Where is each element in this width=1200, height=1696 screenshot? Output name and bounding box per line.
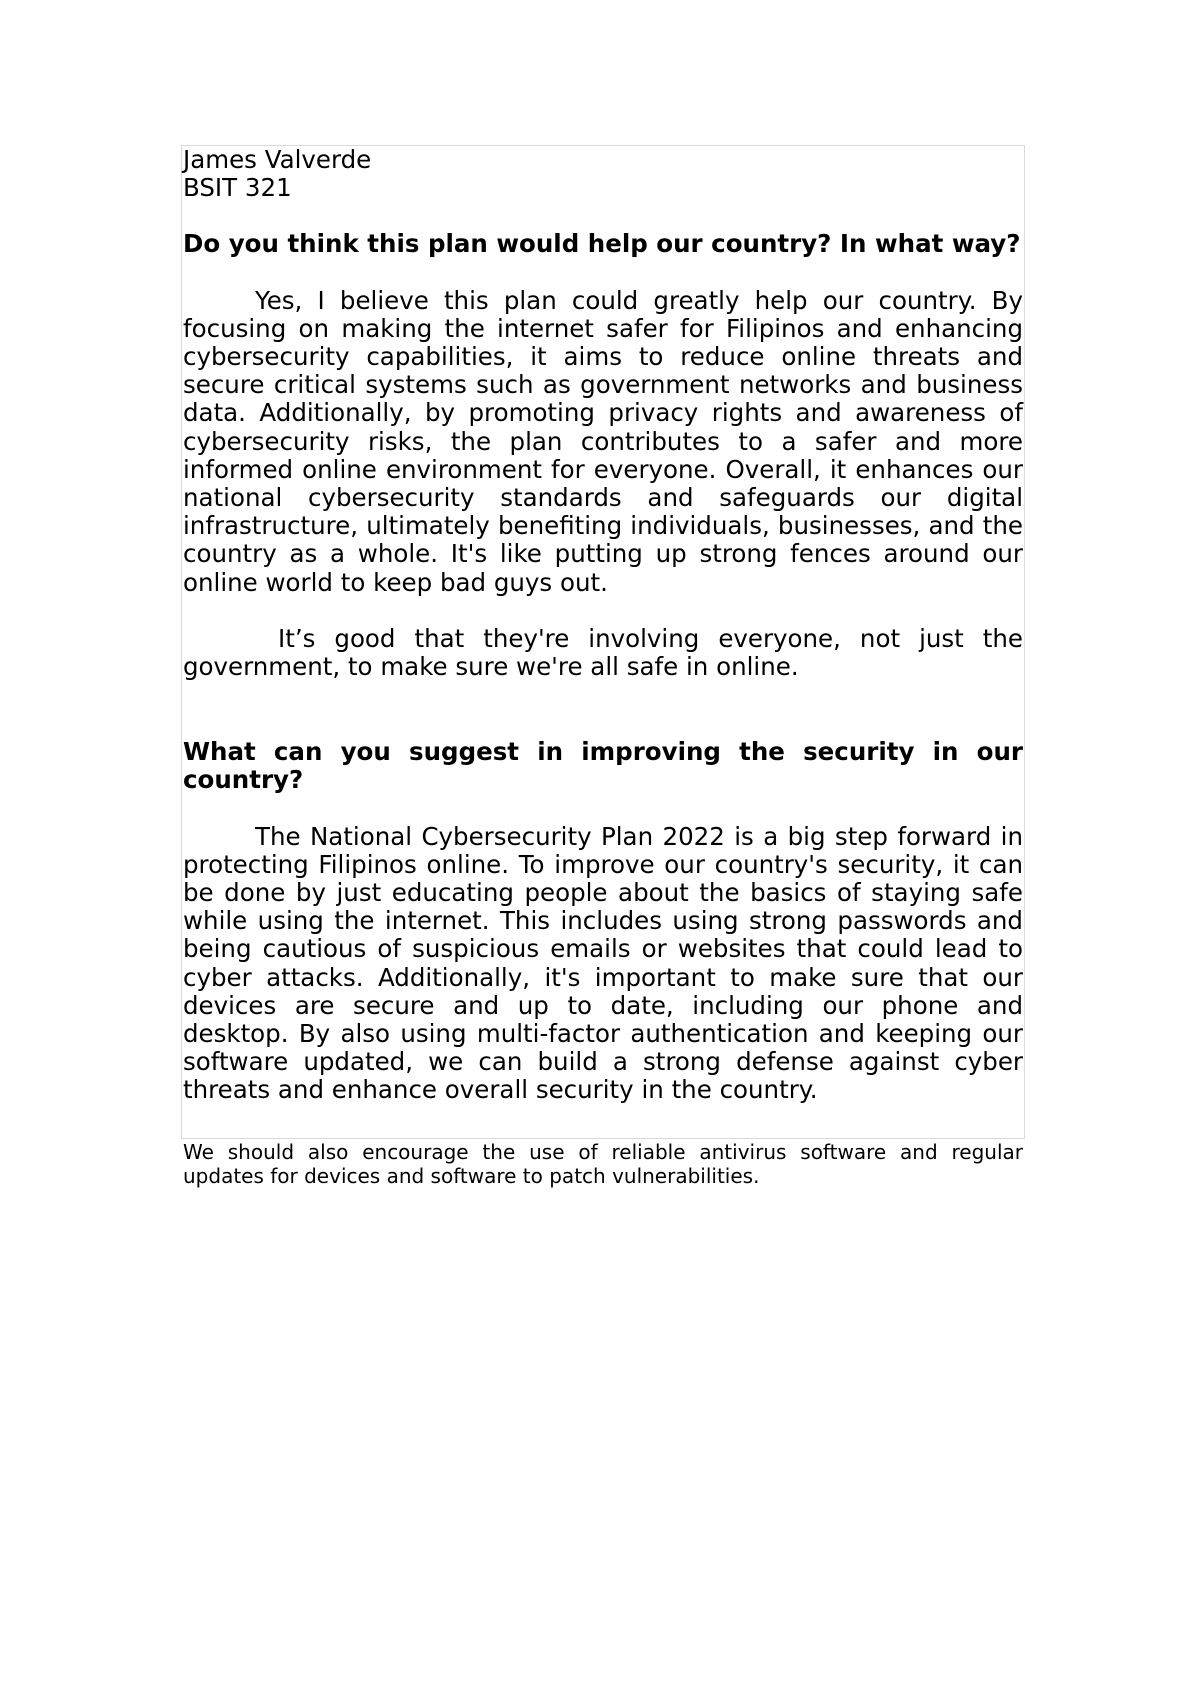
- author-name: James Valverde: [183, 145, 372, 174]
- footer-note: We should also encourage the use of reliable antivirus software and regular updates for devices and software to patch vulnerabilities.: [183, 1140, 1023, 1188]
- spacer: [183, 795, 1023, 823]
- spacer: [183, 681, 1023, 738]
- answer-1-paragraph-1: Yes, I believe this plan could greatly help our country. By focusing on making the internet safer for Filipinos and enhancing cybersecurity capabilities, it aims to reduce online threats and secure critical systems such as government networks and business data. Additionally, by promoting privacy rights and awareness of cybersecurity risks, the plan contributes to a safer and more informed online environment for everyone. Overall, it enhances our national cybersecurity standards and safeguards our digital infrastructure, ultimately benefiting individuals, businesses, and the country as a whole. It's like putting up strong fences around our online world to keep bad guys out.: [183, 285, 1023, 597]
- document-body: [183, 146, 1023, 1105]
- answer-1-paragraph-2: It’s good that they're involving everyone, not just the government, to make sure we're all safe in online.: [183, 623, 1023, 682]
- spacer: [183, 597, 1023, 625]
- answer-2-paragraph-1: The National Cybersecurity Plan 2022 is a big step forward in protecting Filipinos online. To improve our country's security, it can be done by just educating people about the basics of staying safe while using the internet. This includes using strong passwords and being cautious of suspicious emails or websites that could lead to cyber attacks. Additionally, it's important to make sure that our devices are secure and up to date, including our phone and desktop. By also using multi-factor authentication and keeping our software updated, we can build a strong defense against cyber threats and enhance overall security in the country.: [183, 821, 1023, 1105]
- spacer: [183, 202, 1023, 230]
- course-code: BSIT 321: [183, 173, 292, 203]
- spacer: [183, 259, 1023, 287]
- question-1-heading: Do you think this plan would help our country? In what way?: [183, 229, 1021, 259]
- question-2-heading: What can you suggest in improving the security in our country?: [183, 737, 1023, 795]
